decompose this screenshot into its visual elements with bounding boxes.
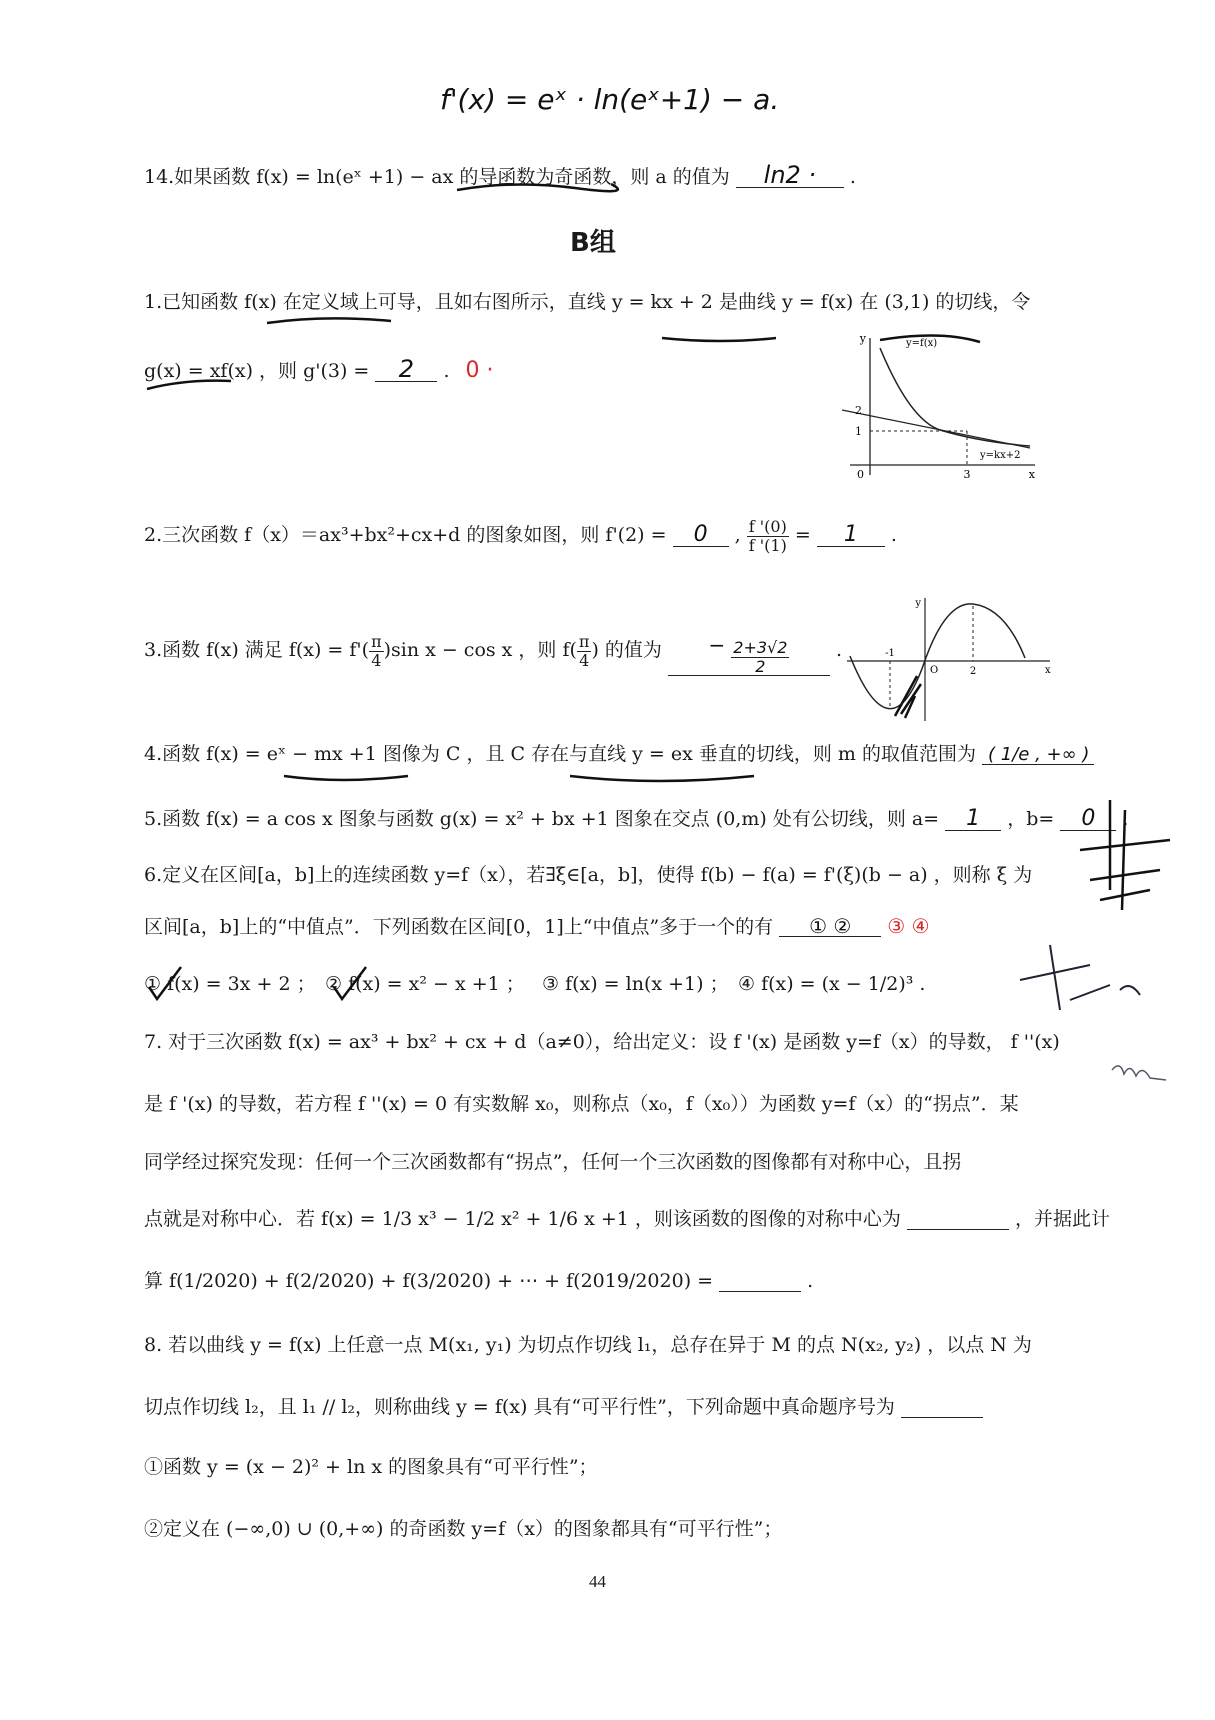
graph-x-label: x [1045,665,1051,676]
question-6-option-2: ② f(x) = x² − x +1 ； [325,973,525,995]
graph-curve-label: y=f(x) [906,338,938,349]
question-2-text: 2.三次函数 f（x）＝ax³+bx²+cx+d 的图象如图，则 f'(2) = [144,524,667,547]
question-7-line3: 同学经过探究发现：任何一个三次函数都有“拐点”，任何一个三次函数的图像都有对称中心，且拐 [144,1151,962,1173]
page-number: 44 [589,1572,606,1591]
question-2-fraction [747,518,789,554]
fraction-denominator: f '(1) [748,535,787,555]
question-5-text: 5.函数 f(x) = a cos x 图象与函数 g(x) = x² + bx +1 图象在交点 (0,m) 处有公切线，则 a= [144,808,940,830]
question-1-line1: 1.已知函数 f(x) 在定义域上可导，且如右图所示，直线 y = kx + 2 是曲线 y = f(x) 在 (3,1) 的切线，令 [144,291,1031,313]
question-4-text: 4.函数 f(x) = eˣ − mx +1 图像为 C ，且 C 存在与直线 y = ex 垂直的切线，则 m 的取值范围为 [144,743,976,765]
question-6-option-3: ③ f(x) = ln(x +1) ； [542,973,729,995]
graph-tick-2: 2 [969,666,977,677]
graph-x-label: x [1028,468,1035,481]
question-4-answer: ( 1/e , +∞ ) [982,746,1094,765]
question-1-answer: 2 [375,357,437,382]
fraction-denominator: 4 [579,650,590,670]
answer-sign: − [708,633,726,658]
margin-scribble [1010,940,1150,1020]
question-7-line1: 7. 对于三次函数 f(x) = ax³ + bx² + cx + d（a≠0），给出定义：设 f '(x) 是函数 y=f（x）的导数， f ''(x) [144,1031,1060,1053]
question-6-text: 区间[a，b]上的“中值点”．下列函数在区间[0，1]上“中值点”多于一个的有 [144,916,774,938]
question-7-text: 点就是对称中心．若 f(x) = 1/3 x³ − 1/2 x² + 1/6 x +1 ，则该函数的图像的对称中心为 [144,1208,901,1230]
question-3-text-b: )sin x − cos x ，则 f( [383,639,577,662]
question-3 [144,632,843,676]
underline-mark [455,178,615,198]
question-6-option-1: ① f(x) = 3x + 2 ； [144,973,316,995]
question-1-text: g(x) = xf(x) ，则 g'(3) = [144,360,370,382]
question-7-sum: 算 f(1/2020) + f(2/2020) + f(3/2020) + ⋯ + f(2019/2020) = [144,1270,714,1292]
question-1-end: . [443,360,450,382]
question-7-blank-1 [907,1210,1009,1230]
graph-tick-3: 3 [963,468,971,481]
question-14-end: . [849,166,856,188]
question-3-text-a: 3.函数 f(x) 满足 f(x) = f'( [144,639,370,662]
margin-scribble [1110,1060,1170,1090]
underline-mark [660,334,780,346]
question-2-equals: = [794,524,811,547]
fraction-numerator: f '(0) [748,517,787,536]
underline-mark [265,315,395,327]
question-5-answer-b: 0 [1060,808,1116,831]
question-6-answer: ① ② [779,916,881,937]
underline-mark [568,772,758,786]
question-7-line4 [144,1210,1110,1230]
graph-y-label: y [859,332,866,345]
underline-mark [282,772,412,784]
question-3-text-c: ) 的值为 [591,639,662,662]
question-7-text-end: ，并据此计 [1015,1208,1111,1230]
graph-origin: 0 [857,468,864,481]
section-title: B组 [570,228,616,258]
question-14-text: 14.如果函数 f(x) = ln(eˣ +1) − ax 的导函数为奇函数，则 a 的值为 [144,166,730,188]
underline-mark [145,375,235,393]
question-6-red-answer: ③ ④ [887,914,930,938]
question-2 [144,518,897,554]
question-2-separator: , [734,524,741,547]
graph-origin: O [930,665,939,676]
question-2-answer-2: 1 [817,524,885,547]
graph-tick-1: 1 [855,425,862,438]
answer-denominator: 2 [755,656,766,676]
question-1-graph [840,330,1040,480]
handwritten-top-note: f'(x) = eˣ · ln(eˣ+1) − a. [440,83,780,116]
question-6-line2 [144,916,930,937]
question-3-end: . [835,639,843,662]
question-7-line2: 是 f '(x) 的导数，若方程 f ''(x) = 0 有实数解 x₀，则称点（x₀，f（x₀））为函数 y=f（x）的“拐点”．某 [144,1093,1019,1115]
fraction-numerator: π [371,632,382,651]
question-2-end: . [890,524,897,547]
question-6-line1: 6.定义在区间[a，b]上的连续函数 y=f（x），若∃ξ∈[a，b]，使得 f(b) − f(a) = f'(ξ)(b − a) ，则称 ξ 为 [144,864,1033,886]
question-3-answer [668,633,830,676]
question-7-line5 [144,1272,813,1292]
question-5-answer-a: 1 [945,808,1001,831]
question-2-answer-1: 0 [673,524,729,547]
graph-tick-2: 2 [855,404,862,417]
question-7-blank-2 [719,1272,801,1292]
answer-numerator: 2+3√2 [733,638,788,657]
question-6-option-4: ④ f(x) = (x − 1/2)³ . [738,973,926,995]
graph-y-label: y [915,598,921,609]
check-mark-icon [330,965,370,1005]
question-4 [144,745,1094,765]
fraction-numerator: π [578,632,590,651]
question-1-red-mark: 0 · [465,358,494,383]
question-5 [144,808,1128,831]
graph-tangent-label: y=kx+2 [980,450,1021,461]
question-3-graph [845,596,1055,726]
margin-scribble [1070,790,1180,920]
question-5-mid: ，b= [1007,808,1055,830]
question-8-line2 [144,1398,983,1418]
question-5-end: . [1122,808,1129,830]
question-8-blank [901,1398,983,1418]
question-14-answer: ln2 · [736,163,844,188]
fraction-denominator: 4 [371,650,382,670]
question-8-option-1: ①函数 y = (x − 2)² + ln x 的图象具有“可平行性”； [144,1456,598,1478]
question-8-line1: 8. 若以曲线 y = f(x) 上任意一点 M(x₁, y₁) 为切点作切线 l₁，总存在异于 M 的点 N(x₂, y₂) ，以点 N 为 [144,1334,1032,1356]
graph-tick-neg1: -1 [885,648,895,659]
question-8-option-2: ②定义在 (−∞,0) ∪ (0,+∞) 的奇函数 y=f（x）的图象都具有“可平行性”； [144,1518,783,1540]
question-7-end: . [807,1270,814,1292]
question-8-text: 切点作切线 l₂，且 l₁ // l₂，则称曲线 y = f(x) 具有“可平行性”，下列命题中真命题序号为 [144,1396,895,1418]
check-mark-icon [145,965,185,1005]
